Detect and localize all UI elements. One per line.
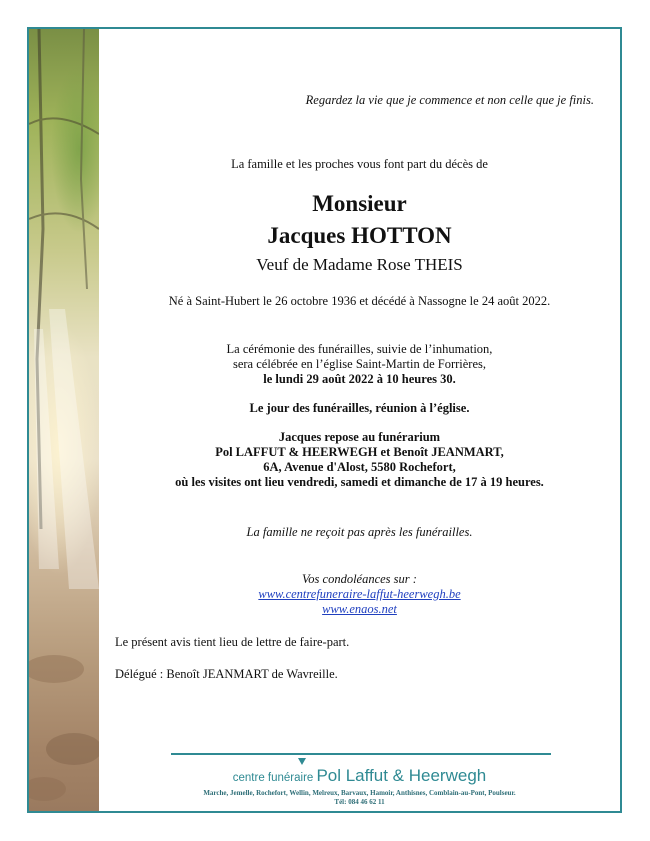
footer-phone: Tél: 084 46 62 11 xyxy=(334,798,385,806)
obituary-content xyxy=(99,29,620,811)
footer-triangle-icon xyxy=(298,758,306,765)
birth-death-line: Né à Saint-Hubert le 26 octobre 1936 et décédé à Nassogne le 24 août 2022. xyxy=(168,294,551,308)
widow-line: Veuf de Madame Rose THEIS xyxy=(256,255,463,274)
condolence-link-enaos[interactable]: www.enaos.net xyxy=(322,602,397,616)
ceremony-line-1: La cérémonie des funérailles, suivie de l’inhumation, xyxy=(226,342,493,356)
notice-line: Le présent avis tient lieu de lettre de faire-part. xyxy=(115,635,350,649)
no-reception-line: La famille ne reçoit pas après les funérailles. xyxy=(246,525,473,539)
reunion-line: Le jour des funérailles, réunion à l’église. xyxy=(249,401,470,415)
ceremony-line-3: le lundi 29 août 2022 à 10 heures 30. xyxy=(263,372,456,386)
forest-path-image xyxy=(29,29,99,811)
funerarium-line-2: Pol LAFFUT & HEERWEGH et Benoît JEANMART, xyxy=(215,445,504,459)
footer-brand-block xyxy=(99,765,620,789)
delegate-line: Délégué : Benoît JEANMART de Wavreille. xyxy=(115,667,338,681)
quote: Regardez la vie que je commence et non celle que je finis. xyxy=(305,93,594,107)
condolence-link-laffut[interactable]: www.centrefuneraire-laffut-heerwegh.be xyxy=(258,587,461,601)
condolences-label: Vos condoléances sur : xyxy=(302,572,417,586)
footer-brand: Pol Laffut & Heerwegh xyxy=(316,766,487,785)
footer-prefix: centre funéraire xyxy=(232,772,314,784)
funerarium-line-4: où les visites ont lieu vendredi, samedi et dimanche de 17 à 19 heures. xyxy=(175,475,544,489)
deceased-name: Jacques HOTTON xyxy=(267,223,452,248)
intro-text: La famille et les proches vous font part du décès de xyxy=(231,157,488,171)
obituary-frame xyxy=(27,27,622,813)
funerarium-line-1: Jacques repose au funérarium xyxy=(278,430,441,444)
funerarium-line-3: 6A, Avenue d'Alost, 5580 Rochefort, xyxy=(263,460,456,474)
title-text: Monsieur xyxy=(312,191,407,216)
ceremony-line-2: sera célébrée en l’église Saint-Martin de Forrières, xyxy=(232,357,486,371)
footer-locations: Marche, Jemelle, Rochefort, Wellin, Melreux, Barvaux, Hamoir, Anthisnes, Comblain-au-Pont, Poulseur. xyxy=(203,789,516,797)
footer-divider xyxy=(171,753,551,755)
